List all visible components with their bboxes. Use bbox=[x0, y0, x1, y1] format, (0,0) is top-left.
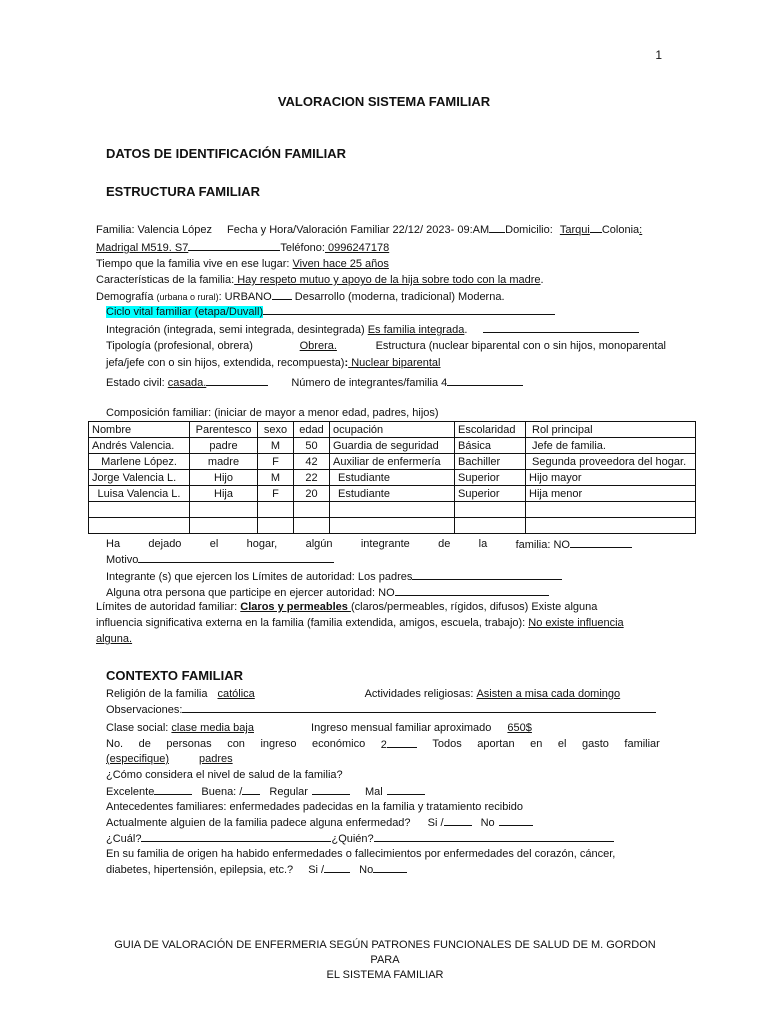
health-option-regular: Regular bbox=[269, 786, 308, 798]
word: integrante bbox=[360, 538, 410, 550]
origin-family-line-2 bbox=[106, 862, 407, 877]
table-cell: F bbox=[258, 486, 294, 502]
blank-line bbox=[489, 222, 505, 233]
blank-line bbox=[138, 552, 334, 563]
table-cell: Hija menor bbox=[526, 486, 696, 502]
structure-value: Nuclear biparental bbox=[348, 357, 441, 369]
blank-line bbox=[483, 322, 639, 333]
word: No. bbox=[106, 738, 124, 750]
composition-label: Composición familiar: (iniciar de mayor a menor edad, padres, hijos) bbox=[106, 407, 439, 419]
blank-line bbox=[182, 702, 656, 713]
other-authority: Alguna otra persona que participe en ejercer autoridad: NO bbox=[106, 587, 395, 599]
residence-time-value: Viven hace 25 años bbox=[292, 258, 389, 270]
characteristics-value: Hay respeto mutuo y apoyo de la hija sobre todo con la madre bbox=[234, 274, 541, 286]
family-composition-table bbox=[88, 421, 696, 534]
header-cell: edad bbox=[294, 422, 330, 438]
religion-label: Religión de la familia bbox=[106, 688, 208, 700]
social-class-value: clase media baja bbox=[171, 722, 254, 734]
word: dejado bbox=[148, 538, 182, 550]
table-cell: Hijo bbox=[190, 470, 258, 486]
income-persons-value: 2 bbox=[380, 739, 387, 751]
blank-line bbox=[570, 537, 632, 548]
table-cell: M bbox=[258, 470, 294, 486]
page-footer bbox=[100, 938, 670, 983]
blank-line bbox=[395, 585, 549, 596]
health-question: ¿Cómo considera el nivel de salud de la familia? bbox=[106, 769, 343, 781]
header-cell: Rol principal bbox=[526, 422, 696, 438]
specify-value: padres bbox=[198, 753, 233, 765]
development-value: Desarrollo (moderna, tradicional) Moderna. bbox=[291, 291, 505, 303]
word: familiar bbox=[624, 738, 660, 750]
address-line-2 bbox=[96, 240, 389, 255]
header-cell: Parentesco bbox=[190, 422, 258, 438]
current-illness-question: Actualmente alguien de la familia padece alguna enfermedad? bbox=[106, 817, 411, 829]
authority-members-line bbox=[106, 569, 562, 584]
external-influence-line bbox=[96, 616, 624, 630]
external-influence-label: influencia significativa externa en la familia (familia extendida, amigos, escuela, trabajo): bbox=[96, 617, 529, 629]
blank-line bbox=[312, 784, 350, 795]
table-header-row bbox=[89, 422, 696, 438]
table-cell bbox=[330, 518, 455, 534]
health-option-excellent: Excelente bbox=[106, 786, 155, 798]
family-line bbox=[96, 222, 642, 237]
blank-line bbox=[387, 737, 417, 748]
table-row bbox=[89, 438, 696, 454]
monthly-income-value: 650$ bbox=[507, 722, 532, 734]
address-label: Domicilio: bbox=[505, 224, 553, 236]
blank-line bbox=[272, 289, 292, 300]
health-option-good: Buena: / bbox=[201, 786, 243, 798]
table-cell: Guardia de seguridad bbox=[330, 438, 455, 454]
word: la bbox=[478, 538, 488, 550]
structure-line bbox=[106, 356, 441, 370]
motivo-line bbox=[106, 552, 334, 567]
origin-family-line-1: En su familia de origen ha habido enfermedades o fallecimientos por enfermedades del corazón, cáncer, bbox=[106, 848, 616, 860]
religious-activities-label: Actividades religiosas: bbox=[364, 688, 477, 700]
table-row bbox=[89, 470, 696, 486]
life-cycle-line bbox=[106, 304, 555, 319]
civil-status-label: Estado civil: bbox=[106, 377, 168, 389]
social-class-label: Clase social: bbox=[106, 722, 172, 734]
blank-line bbox=[387, 784, 425, 795]
residence-time-line bbox=[96, 257, 389, 271]
religion-line bbox=[106, 687, 652, 701]
monthly-income-label: Ingreso mensual familiar aproximado bbox=[311, 722, 492, 734]
typology-value: Obrera. bbox=[299, 340, 337, 352]
health-options-line bbox=[106, 784, 425, 799]
table-cell: madre bbox=[190, 454, 258, 470]
observations-label: Observaciones: bbox=[106, 704, 183, 716]
blank-line bbox=[263, 304, 555, 315]
external-influence-value-cont: alguna. bbox=[96, 633, 133, 645]
current-illness-no: No bbox=[480, 817, 495, 829]
integration-label: Integración (integrada, semi integrada, desintegrada) bbox=[106, 324, 368, 336]
word: en bbox=[530, 738, 543, 750]
header-cell: Nombre bbox=[89, 422, 190, 438]
table-row bbox=[89, 454, 696, 470]
demography-label: Demografía bbox=[96, 291, 157, 303]
current-illness-yes: Si / bbox=[427, 817, 444, 829]
table-cell: Superior bbox=[455, 486, 526, 502]
typology-line bbox=[106, 339, 666, 353]
header-cell: ocupación bbox=[330, 422, 455, 438]
table-cell: Hijo mayor bbox=[526, 470, 696, 486]
table-cell: Andrés Valencia. bbox=[89, 438, 190, 454]
table-row bbox=[89, 486, 696, 502]
table-cell: Segunda proveedora del hogar. bbox=[526, 454, 696, 470]
header-cell: Escolaridad bbox=[455, 422, 526, 438]
table-cell bbox=[330, 502, 455, 518]
origin-family-no: No bbox=[359, 864, 374, 876]
integration-period: . bbox=[464, 324, 468, 336]
word: Todos bbox=[432, 738, 462, 750]
header-cell: sexo bbox=[258, 422, 294, 438]
blank-line bbox=[590, 222, 602, 233]
blank-line bbox=[141, 831, 331, 842]
civil-status-line bbox=[106, 375, 523, 390]
table-cell: Jefe de familia. bbox=[526, 438, 696, 454]
table-cell: Marlene López. bbox=[89, 454, 190, 470]
specify-label: (especifique) bbox=[106, 753, 169, 765]
word: ingreso bbox=[260, 738, 297, 750]
authority-limits-value: Claros y permeables bbox=[240, 601, 351, 613]
other-authority-line bbox=[106, 585, 549, 600]
structure-options: jefa/jefe con o sin hijos, extendida, recompuesta) bbox=[106, 357, 345, 369]
structure-colon: : bbox=[344, 357, 349, 369]
family-history: Antecedentes familiares: enfermedades padecidas en la familia y tratamiento recibido bbox=[106, 801, 524, 813]
left-home-line bbox=[106, 537, 632, 552]
table-cell bbox=[89, 518, 190, 534]
word: económico bbox=[312, 738, 366, 750]
table-row-empty bbox=[89, 518, 696, 534]
word: el bbox=[557, 738, 567, 750]
members-count: Número de integrantes/familia 4 bbox=[291, 377, 448, 389]
table-cell: Luisa Valencia L. bbox=[89, 486, 190, 502]
table-cell: Básica bbox=[455, 438, 526, 454]
word: Ha bbox=[106, 538, 121, 550]
left-home-answer: familia: NO bbox=[515, 539, 570, 551]
phone-value: 0996247178 bbox=[324, 242, 390, 254]
word: de bbox=[438, 538, 451, 550]
colonia-label: Colonia bbox=[601, 224, 640, 236]
health-option-bad: Mal bbox=[365, 786, 383, 798]
characteristics-period: . bbox=[540, 274, 544, 286]
income-persons-line bbox=[106, 737, 660, 752]
address-value: Tarqui bbox=[559, 224, 590, 236]
section-heading-contexto: CONTEXTO FAMILIAR bbox=[106, 668, 243, 683]
observations-line bbox=[106, 702, 656, 717]
authority-members: Integrante (s) que ejercen los Límites de autoridad: Los padres bbox=[106, 571, 413, 583]
which-label: ¿Cuál? bbox=[106, 833, 142, 845]
residence-time-label: Tiempo que la familia vive en ese lugar: bbox=[96, 258, 293, 270]
authority-limits-line bbox=[96, 600, 597, 614]
table-cell: Estudiante bbox=[330, 470, 455, 486]
word: hogar, bbox=[246, 538, 278, 550]
authority-limits-options: (claros/permeables, rígidos, difusos) Existe alguna bbox=[350, 601, 598, 613]
word: de bbox=[138, 738, 151, 750]
table-cell: M bbox=[258, 438, 294, 454]
table-cell bbox=[258, 502, 294, 518]
current-illness-line bbox=[106, 815, 533, 830]
origin-family-question: diabetes, hipertensión, epilepsia, etc.? bbox=[106, 864, 294, 876]
blank-line bbox=[373, 862, 407, 873]
word: personas bbox=[166, 738, 212, 750]
typology-label: Tipología (profesional, obrera) bbox=[106, 340, 253, 352]
integration-value: Es familia integrada bbox=[367, 324, 465, 336]
table-cell bbox=[455, 502, 526, 518]
social-class-line bbox=[106, 721, 633, 735]
integration-line bbox=[106, 322, 639, 337]
life-cycle-label: Ciclo vital familiar (etapa/Duvall) bbox=[106, 306, 264, 318]
demography-value: : URBANO bbox=[218, 291, 272, 303]
religious-activities-value: Asisten a misa cada domingo bbox=[476, 688, 621, 700]
blank-line bbox=[154, 784, 192, 795]
table-cell: Superior bbox=[455, 470, 526, 486]
table-cell bbox=[526, 518, 696, 534]
blank-line bbox=[374, 831, 614, 842]
footer-line-1: GUIA DE VALORACIÓN DE ENFERMERIA SEGÚN PATRONES FUNCIONALES DE SALUD DE M. GORDON PARA bbox=[114, 939, 656, 966]
characteristics-line bbox=[96, 273, 544, 287]
table-cell bbox=[455, 518, 526, 534]
colonia-colon: : bbox=[639, 224, 643, 236]
section-heading-identificacion: DATOS DE IDENTIFICACIÓN FAMILIAR bbox=[106, 146, 347, 161]
word: con bbox=[227, 738, 245, 750]
table-cell: Estudiante bbox=[330, 486, 455, 502]
section-heading-estructura: ESTRUCTURA FAMILIAR bbox=[106, 184, 261, 199]
table-cell: padre bbox=[190, 438, 258, 454]
table-cell bbox=[89, 502, 190, 518]
demography-line bbox=[96, 289, 505, 304]
family-name: Familia: Valencia López bbox=[96, 224, 212, 236]
table-cell: Hija bbox=[190, 486, 258, 502]
blank-line bbox=[447, 375, 523, 386]
table-cell: F bbox=[258, 454, 294, 470]
demography-options: (urbana o rural) bbox=[156, 292, 219, 302]
blank-line bbox=[188, 240, 280, 251]
blank-line bbox=[206, 375, 268, 386]
table-cell: 42 bbox=[294, 454, 330, 470]
street-value: Madrigal M519. S7 bbox=[96, 242, 189, 254]
table-cell: 22 bbox=[294, 470, 330, 486]
assessment-date: Fecha y Hora/Valoración Familiar 22/12/ 2023- 09:AM bbox=[227, 224, 490, 236]
table-cell bbox=[190, 518, 258, 534]
word: aportan bbox=[477, 738, 515, 750]
table-cell bbox=[258, 518, 294, 534]
authority-limits-label: Límites de autoridad familiar: bbox=[96, 601, 241, 613]
table-cell: Jorge Valencia L. bbox=[89, 470, 190, 486]
structure-label: Estructura (nuclear biparental con o sin hijos, monoparental bbox=[375, 340, 666, 352]
motivo-label: Motivo bbox=[106, 554, 139, 566]
which-who-line bbox=[106, 831, 614, 846]
word: algún bbox=[305, 538, 333, 550]
table-cell: 50 bbox=[294, 438, 330, 454]
page-number: 1 bbox=[655, 48, 662, 62]
document-title: VALORACION SISTEMA FAMILIAR bbox=[277, 94, 491, 109]
characteristics-label: Características de la familia: bbox=[96, 274, 235, 286]
specify-line bbox=[106, 752, 617, 766]
table-cell: 20 bbox=[294, 486, 330, 502]
word: gasto bbox=[581, 738, 609, 750]
table-cell bbox=[294, 502, 330, 518]
blank-line bbox=[242, 784, 260, 795]
phone-label: Teléfono: bbox=[280, 242, 325, 254]
table-cell: Bachiller bbox=[455, 454, 526, 470]
blank-line bbox=[444, 815, 472, 826]
blank-line bbox=[412, 569, 562, 580]
table-cell bbox=[190, 502, 258, 518]
civil-status-value: casada. bbox=[167, 377, 207, 389]
origin-family-yes: Si / bbox=[308, 864, 325, 876]
word: el bbox=[209, 538, 219, 550]
blank-line bbox=[324, 862, 350, 873]
religion-value: católica bbox=[217, 688, 255, 700]
blank-line bbox=[499, 815, 533, 826]
who-label: ¿Quién? bbox=[331, 833, 374, 845]
table-cell: Auxiliar de enfermería bbox=[330, 454, 455, 470]
table-cell bbox=[526, 502, 696, 518]
table-cell bbox=[294, 518, 330, 534]
table-row-empty bbox=[89, 502, 696, 518]
footer-line-2: EL SISTEMA FAMILIAR bbox=[326, 969, 444, 981]
external-influence-value: No existe influencia bbox=[528, 617, 624, 629]
